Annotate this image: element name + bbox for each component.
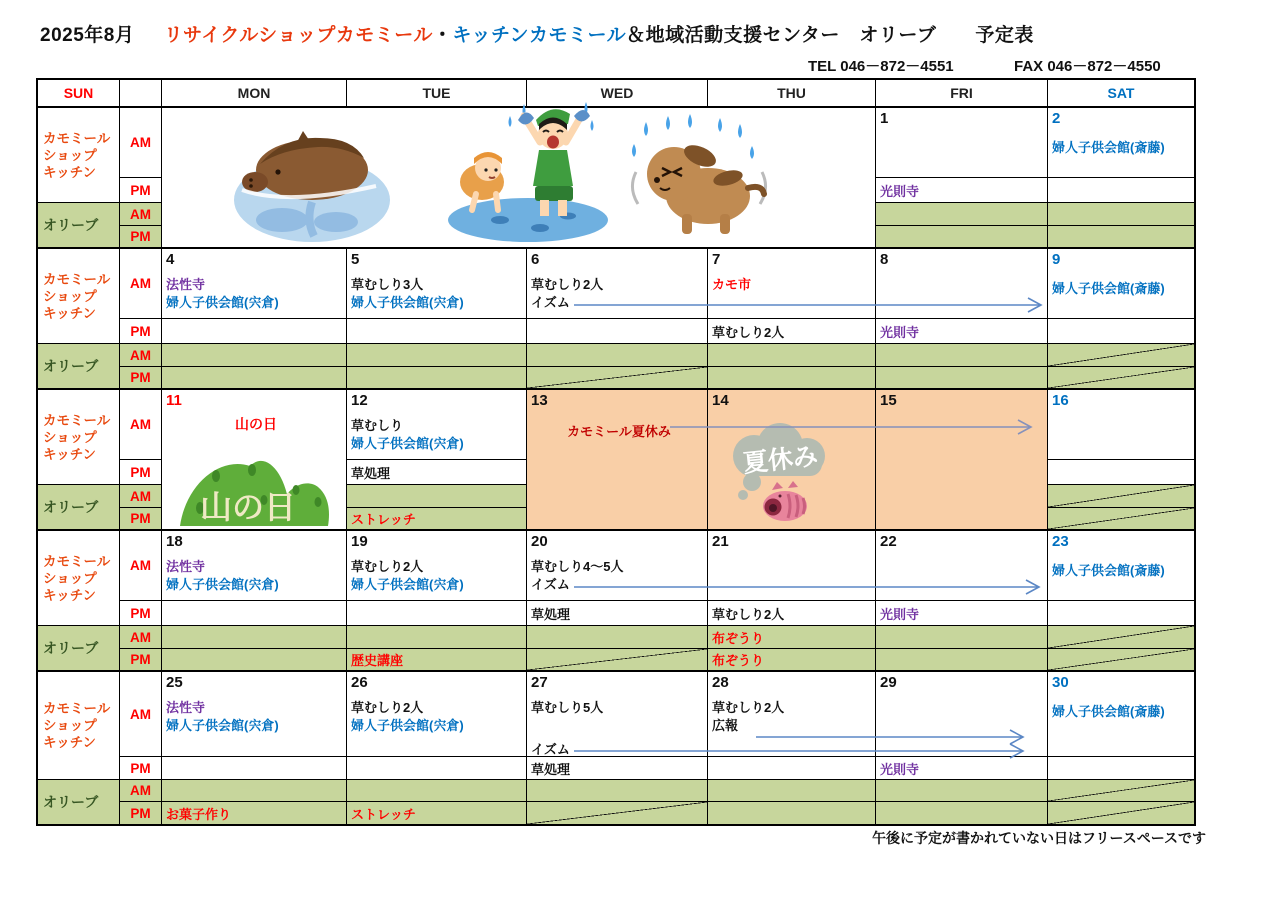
olive-cell-aug20-am — [527, 626, 708, 649]
day-number: 15 — [880, 392, 897, 409]
cell-aug29-pm: 光則寺 — [876, 757, 1048, 780]
olive-cell-aug8-pm — [876, 367, 1048, 390]
shop-label-line: ショップ — [43, 570, 97, 586]
cell-aug23 — [1048, 531, 1194, 601]
day-number: 1 — [880, 110, 889, 127]
olive-cell-aug25-am — [162, 780, 347, 802]
event-ism: イズム — [531, 577, 570, 592]
cell-aug9 — [1048, 249, 1194, 319]
kids-playing-in-river-illustration — [440, 98, 615, 244]
event-hall: 婦人子供会館(宍倉) — [166, 295, 279, 310]
olive-cell-aug4-pm — [162, 367, 347, 390]
header-mon: MON — [162, 80, 347, 108]
olive-cell-aug23-pm-closed — [1048, 649, 1194, 672]
olive-cell-aug28-am — [708, 780, 876, 802]
event-hall: 婦人子供会館(宍倉) — [166, 718, 279, 733]
cell-aug16-pm — [1048, 460, 1194, 485]
header-wed: WED — [527, 80, 708, 108]
olive-cell-aug20-pm-closed — [527, 649, 708, 672]
olive-cell-aug19-am — [347, 626, 527, 649]
olive-cell-aug30-pm-closed — [1048, 802, 1194, 824]
event-hall: 婦人子供会館(宍倉) — [351, 577, 464, 592]
event-weeding: 草むしり4～5人 — [531, 559, 624, 574]
shop-label-line: ショップ — [43, 429, 97, 445]
event-ism: イズム — [531, 742, 570, 757]
row-label-olive-w5: オリーブ — [38, 780, 120, 824]
pm-label: PM — [120, 319, 162, 344]
shop-label-line: ショップ — [43, 288, 97, 304]
event-hall: 婦人子供会館(斎藤) — [1052, 140, 1165, 155]
day-number: 21 — [712, 533, 729, 550]
wet-dog-shaking-illustration — [624, 114, 774, 240]
cell-aug28-pm — [708, 757, 876, 780]
day-number: 2 — [1052, 110, 1061, 127]
event-weeding: 草むしり2人 — [531, 277, 604, 292]
day-number: 16 — [1052, 392, 1069, 409]
olive-cell-aug7-am — [708, 344, 876, 367]
cell-aug2-pm — [1048, 178, 1194, 203]
mountain-day-illustration — [176, 440, 334, 528]
olive-cell-aug29-am — [876, 780, 1048, 802]
title-suffix: ＆地域活動支援センター オリーブ 予定表 — [626, 25, 1034, 46]
page-title — [40, 20, 1034, 47]
event-ism: イズム — [531, 295, 570, 310]
olive-cell-aug21-pm-cloth-sandals: 布ぞうり — [708, 649, 876, 672]
header-sun: SUN — [38, 80, 120, 108]
cell-aug18 — [162, 531, 347, 601]
cell-aug5 — [347, 249, 527, 319]
olive-cell-aug16-am-closed — [1048, 485, 1194, 508]
day-number: 27 — [531, 674, 548, 691]
cell-aug26 — [347, 672, 527, 757]
event-weeding: 草むしり2人 — [712, 700, 785, 715]
shop-label-line: ショップ — [43, 147, 97, 163]
header-thu: THU — [708, 80, 876, 108]
cell-aug15-summer-break — [876, 390, 1048, 531]
boar-swimming-illustration — [224, 122, 394, 244]
title-year-month: 2025年8月 — [40, 25, 135, 46]
day-number: 5 — [351, 251, 360, 268]
week1-illustration-cell — [162, 108, 876, 249]
cell-aug16 — [1048, 390, 1194, 460]
olive-cell-aug18-am — [162, 626, 347, 649]
event-hall: 婦人子供会館(宍倉) — [166, 577, 279, 592]
day-number: 26 — [351, 674, 368, 691]
day-number: 25 — [166, 674, 183, 691]
olive-cell-aug27-am — [527, 780, 708, 802]
shop-label-line: ショップ — [43, 718, 97, 733]
row-label-olive-w3: オリーブ — [38, 485, 120, 531]
cell-aug1-pm: 光則寺 — [876, 178, 1048, 203]
olive-cell-aug6-am — [527, 344, 708, 367]
pm-label: PM — [120, 178, 162, 203]
title-kitchen-name: キッチンカモミール — [452, 25, 627, 46]
cell-aug27-pm: 草処理 — [527, 757, 708, 780]
day-number: 18 — [166, 533, 183, 550]
cell-aug20-pm: 草処理 — [527, 601, 708, 626]
day-number: 22 — [880, 533, 897, 550]
cell-aug25 — [162, 672, 347, 757]
schedule-arrow-ism-w2 — [574, 297, 1046, 313]
row-label-shop-w3 — [38, 390, 120, 485]
cell-aug26-pm — [347, 757, 527, 780]
olive-cell-aug26-pm-stretch: ストレッチ — [347, 802, 527, 824]
cell-aug18-pm — [162, 601, 347, 626]
olive-cell-aug23-am-closed — [1048, 626, 1194, 649]
olive-cell-aug9-am-closed — [1048, 344, 1194, 367]
event-pr: 広報 — [712, 718, 739, 733]
cell-aug8-pm: 光則寺 — [876, 319, 1048, 344]
row-label-shop-w2 — [38, 249, 120, 344]
event-weeding: 草むしり2人 — [351, 559, 424, 574]
olive-cell-aug7-pm — [708, 367, 876, 390]
event-weeding: 草むしり3人 — [351, 277, 424, 292]
olive-pm-label: PM — [120, 508, 162, 531]
am-label: AM — [120, 249, 162, 319]
olive-cell-aug21-am-cloth-sandals: 布ぞうり — [708, 626, 876, 649]
olive-am-label: AM — [120, 626, 162, 649]
event-kamo-market: カモ市 — [712, 277, 752, 292]
cell-aug19-pm — [347, 601, 527, 626]
event-temple: 法性寺 — [166, 559, 206, 574]
olive-cell-aug25-pm-sweets-making: お菓子作り — [162, 802, 347, 824]
olive-pm-label: PM — [120, 367, 162, 390]
mountain-day-text: 山の日 — [200, 489, 297, 525]
olive-cell-aug12-pm-stretch: ストレッチ — [347, 508, 527, 531]
olive-pm-label: PM — [120, 649, 162, 672]
cell-aug2 — [1048, 108, 1194, 178]
header-ampm-col — [120, 80, 162, 108]
olive-cell-aug2-am — [1048, 203, 1194, 226]
olive-cell-aug26-am — [347, 780, 527, 802]
shop-label-line: キッチン — [43, 735, 97, 750]
cell-aug13-summer-break — [527, 390, 708, 531]
shop-label-line: カモミール — [43, 701, 111, 716]
cell-aug4 — [162, 249, 347, 319]
tel-number: TEL 046－872－4551 — [808, 58, 954, 75]
shop-label-line: カモミール — [43, 271, 111, 287]
event-hall: 婦人子供会館(斎藤) — [1052, 281, 1165, 296]
schedule-arrow-ism-w4 — [574, 579, 1044, 595]
calendar-grid — [36, 78, 1196, 826]
cell-aug6-pm — [527, 319, 708, 344]
cell-aug12-pm: 草処理 — [347, 460, 527, 485]
shop-label-line: カモミール — [43, 553, 111, 569]
cell-aug12 — [347, 390, 527, 460]
summer-break-label: カモミール夏休み — [567, 424, 671, 439]
olive-cell-aug5-am — [347, 344, 527, 367]
olive-pm-label: PM — [120, 226, 162, 249]
am-label: AM — [120, 672, 162, 757]
cell-aug30 — [1048, 672, 1194, 757]
row-label-olive-w1: オリーブ — [38, 203, 120, 249]
day-number: 28 — [712, 674, 729, 691]
event-weeding: 草むしり5人 — [531, 700, 604, 715]
olive-cell-aug6-pm-closed — [527, 367, 708, 390]
schedule-arrow-summer-break — [670, 419, 1036, 435]
olive-cell-aug18-pm — [162, 649, 347, 672]
olive-cell-aug1-am — [876, 203, 1048, 226]
pm-label: PM — [120, 601, 162, 626]
pm-label: PM — [120, 460, 162, 485]
row-label-shop-w4 — [38, 531, 120, 626]
day-number: 4 — [166, 251, 175, 268]
title-shop-name: リサイクルショップカモミール — [163, 25, 433, 46]
olive-cell-aug19-pm-history-lecture: 歴史講座 — [347, 649, 527, 672]
event-temple: 法性寺 — [166, 277, 206, 292]
olive-am-label: AM — [120, 344, 162, 367]
olive-cell-aug22-am — [876, 626, 1048, 649]
olive-pm-label: PM — [120, 802, 162, 824]
day-number: 20 — [531, 533, 548, 550]
olive-am-label: AM — [120, 780, 162, 802]
olive-cell-aug8-am — [876, 344, 1048, 367]
cell-aug5-pm — [347, 319, 527, 344]
olive-cell-aug22-pm — [876, 649, 1048, 672]
cell-aug21-pm: 草むしり2人 — [708, 601, 876, 626]
day-number: 11 — [166, 392, 182, 409]
event-hall: 婦人子供会館(斎藤) — [1052, 704, 1165, 719]
row-label-shop-w5 — [38, 672, 120, 780]
shop-label-line: キッチン — [43, 305, 97, 321]
summer-break-illustration — [722, 420, 842, 524]
olive-cell-aug27-pm-closed — [527, 802, 708, 824]
event-hall: 婦人子供会館(宍倉) — [351, 295, 464, 310]
am-label: AM — [120, 531, 162, 601]
event-temple: 法性寺 — [166, 700, 206, 715]
am-label: AM — [120, 108, 162, 178]
row-label-olive-w4: オリーブ — [38, 626, 120, 672]
day-number: 30 — [1052, 674, 1069, 691]
shop-label-line: キッチン — [43, 587, 97, 603]
row-label-shop-w1 — [38, 108, 120, 203]
day-number: 7 — [712, 251, 721, 268]
cell-aug1 — [876, 108, 1048, 178]
olive-cell-aug2-pm — [1048, 226, 1194, 249]
olive-cell-aug30-am-closed — [1048, 780, 1194, 802]
holiday-name: 山の日 — [235, 416, 277, 432]
cell-aug7-pm: 草むしり2人 — [708, 319, 876, 344]
cell-aug14-summer-break — [708, 390, 876, 531]
cell-aug22-pm: 光則寺 — [876, 601, 1048, 626]
day-number: 9 — [1052, 251, 1061, 268]
event-hall: 婦人子供会館(宍倉) — [351, 718, 464, 733]
am-label: AM — [120, 390, 162, 460]
olive-cell-aug4-am — [162, 344, 347, 367]
day-number: 8 — [880, 251, 889, 268]
row-label-olive-w2: オリーブ — [38, 344, 120, 390]
fax-number: FAX 046－872－4550 — [1014, 58, 1161, 75]
shop-label-line: キッチン — [43, 164, 97, 180]
olive-cell-aug29-pm — [876, 802, 1048, 824]
olive-cell-aug9-pm-closed — [1048, 367, 1194, 390]
event-hall: 婦人子供会館(斎藤) — [1052, 563, 1165, 578]
day-number: 19 — [351, 533, 368, 550]
olive-am-label: AM — [120, 485, 162, 508]
pm-label: PM — [120, 757, 162, 780]
cell-aug4-pm — [162, 319, 347, 344]
schedule-arrow-ism-w5 — [574, 743, 1028, 759]
olive-cell-aug16-pm-closed — [1048, 508, 1194, 531]
shop-label-line: カモミール — [43, 130, 111, 146]
cell-aug11-mountain-day — [162, 390, 347, 531]
event-hall: 婦人子供会館(宍倉) — [351, 436, 464, 451]
olive-cell-aug1-pm — [876, 226, 1048, 249]
day-number: 13 — [531, 392, 548, 409]
header-fri: FRI — [876, 80, 1048, 108]
day-number: 23 — [1052, 533, 1069, 550]
cell-aug30-pm — [1048, 757, 1194, 780]
summer-break-text: 夏休み — [741, 442, 820, 478]
event-weeding: 草むしり2人 — [351, 700, 424, 715]
olive-cell-aug12-am — [347, 485, 527, 508]
cell-aug19 — [347, 531, 527, 601]
day-number: 6 — [531, 251, 540, 268]
olive-cell-aug28-pm — [708, 802, 876, 824]
cell-aug23-pm — [1048, 601, 1194, 626]
day-number: 29 — [880, 674, 897, 691]
shop-label-line: カモミール — [43, 412, 111, 428]
day-number: 12 — [351, 392, 368, 409]
footnote: 午後に予定が書かれていない日はフリースペースです — [872, 830, 1207, 846]
header-tue: TUE — [347, 80, 527, 108]
cell-aug25-pm — [162, 757, 347, 780]
header-sat: SAT — [1048, 80, 1194, 108]
shop-label-line: キッチン — [43, 446, 97, 462]
day-number: 14 — [712, 392, 729, 409]
cell-aug9-pm — [1048, 319, 1194, 344]
olive-cell-aug5-pm — [347, 367, 527, 390]
olive-am-label: AM — [120, 203, 162, 226]
event-weeding: 草むしり — [351, 418, 404, 433]
title-separator: ・ — [432, 25, 453, 46]
